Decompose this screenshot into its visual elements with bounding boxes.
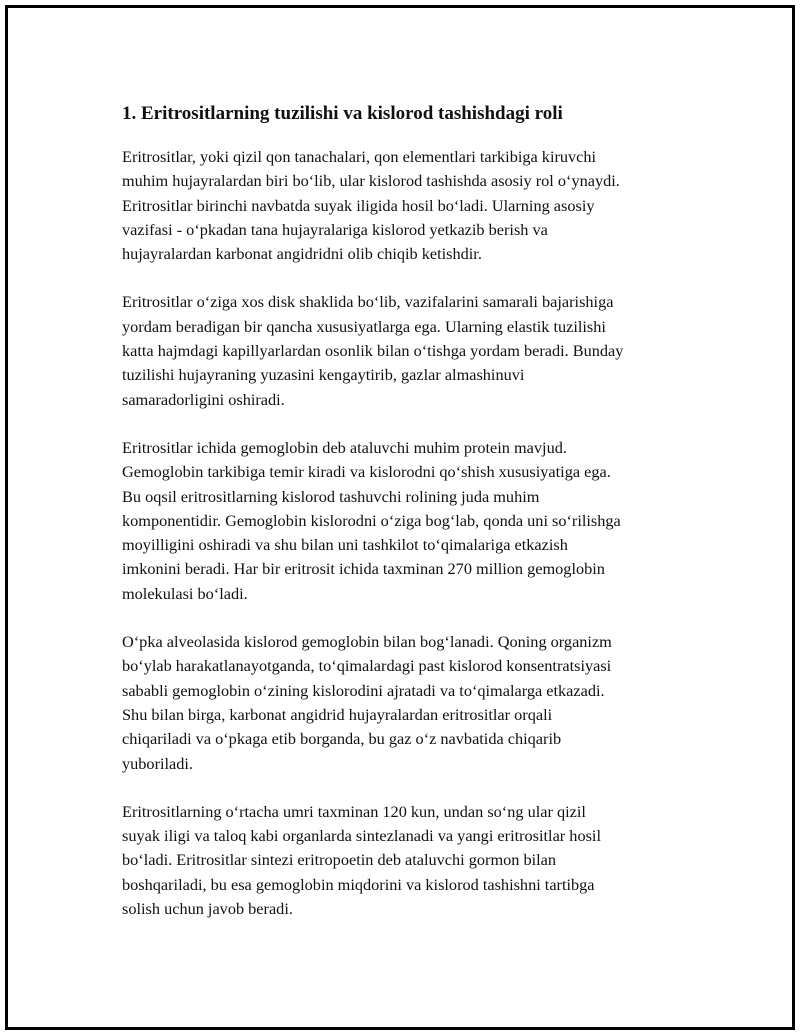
text-line: bo‘ylab harakatlanayotganda, to‘qimalardagi past kislorod konsentratsiyasi bbox=[122, 656, 612, 676]
text-line: hujayralardan karbonat angidridni olib chiqib ketishdir. bbox=[122, 244, 482, 264]
text-line: Shu bilan birga, karbonat angidrid hujayralardan eritrositlar orqali bbox=[122, 704, 553, 724]
text-line: katta hajmdagi kapillyarlardan osonlik bilan o‘tishga yordam beradi. Bunday bbox=[122, 341, 624, 361]
text-line: Gemoglobin tarkibiga temir kiradi va kislorodni qo‘shish xususiyatiga ega. bbox=[122, 462, 611, 482]
text-line: vazifasi - o‘pkadan tana hujayralariga kislorod yetkazib berish va bbox=[122, 219, 548, 239]
text-line: suyak iligi va taloq kabi organlarda sintezlanadi va yangi eritrositlar hosil bbox=[122, 826, 601, 846]
text-line: muhim hujayralardan biri bo‘lib, ular kislorod tashishda asosiy rol o‘ynaydi. bbox=[122, 171, 620, 191]
text-line: imkonini beradi. Har bir eritrosit ichida taxminan 270 million gemoglobin bbox=[122, 559, 605, 579]
document-body bbox=[122, 100, 702, 945]
text-line: samaradorligini oshiradi. bbox=[122, 389, 285, 409]
text-line: chiqariladi va o‘pkaga etib borganda, bu gaz o‘z navbatida chiqarib bbox=[122, 729, 562, 749]
text-line: Eritrositlar o‘ziga xos disk shaklida bo‘lib, vazifalarini samarali bajarishiga bbox=[122, 292, 614, 312]
text-line: boshqariladi, bu esa gemoglobin miqdorini va kislorod tashishni tartibga bbox=[122, 874, 595, 894]
text-line: sababli gemoglobin o‘zining kislorodini ajratadi va to‘qimalarga etkazadi. bbox=[122, 680, 605, 700]
text-line: bo‘ladi. Eritrositlar sintezi eritropoetin deb ataluvchi gormon bilan bbox=[122, 850, 557, 870]
paragraph-4 bbox=[122, 630, 702, 776]
section-heading: 1. Eritrositlarning tuzilishi va kislorod tashishdagi roli bbox=[122, 103, 563, 124]
text-line: solish uchun javob beradi. bbox=[122, 899, 293, 919]
text-line: Eritrositlar ichida gemoglobin deb ataluvchi muhim protein mavjud. bbox=[122, 437, 567, 457]
paragraph-2 bbox=[122, 290, 702, 411]
text-line: Eritrositlar, yoki qizil qon tanachalari, qon elementlari tarkibiga kiruvchi bbox=[122, 147, 597, 166]
text-line: Eritrositlar birinchi navbatda suyak iligida hosil bo‘ladi. Ularning asosiy bbox=[122, 195, 595, 215]
page-border bbox=[5, 5, 795, 1030]
text-line: yuboriladi. bbox=[122, 753, 193, 773]
text-line: komponentidir. Gemoglobin kislorodni o‘ziga bog‘lab, qonda uni so‘rilishga bbox=[122, 510, 621, 530]
paragraph-1 bbox=[122, 145, 702, 266]
text-line: yordam beradigan bir qancha xususiyatlarga ega. Ularning elastik tuzilishi bbox=[122, 316, 606, 336]
paragraph-5 bbox=[122, 800, 702, 921]
text-line: molekulasi bo‘ladi. bbox=[122, 583, 248, 603]
text-line: O‘pka alveolasida kislorod gemoglobin bilan bog‘lanadi. Qoning organizm bbox=[122, 632, 612, 652]
paragraph-3 bbox=[122, 436, 702, 606]
text-line: Eritrositlarning o‘rtacha umri taxminan 120 kun, undan so‘ng ular qizil bbox=[122, 801, 586, 821]
text-line: moyilligini oshiradi va shu bilan uni tashkilot to‘qimalariga etkazish bbox=[122, 535, 568, 555]
text-line: Bu oqsil eritrositlarning kislorod tashuvchi rolining juda muhim bbox=[122, 486, 540, 506]
text-line: tuzilishi hujayraning yuzasini kengaytirib, gazlar almashinuvi bbox=[122, 365, 525, 385]
